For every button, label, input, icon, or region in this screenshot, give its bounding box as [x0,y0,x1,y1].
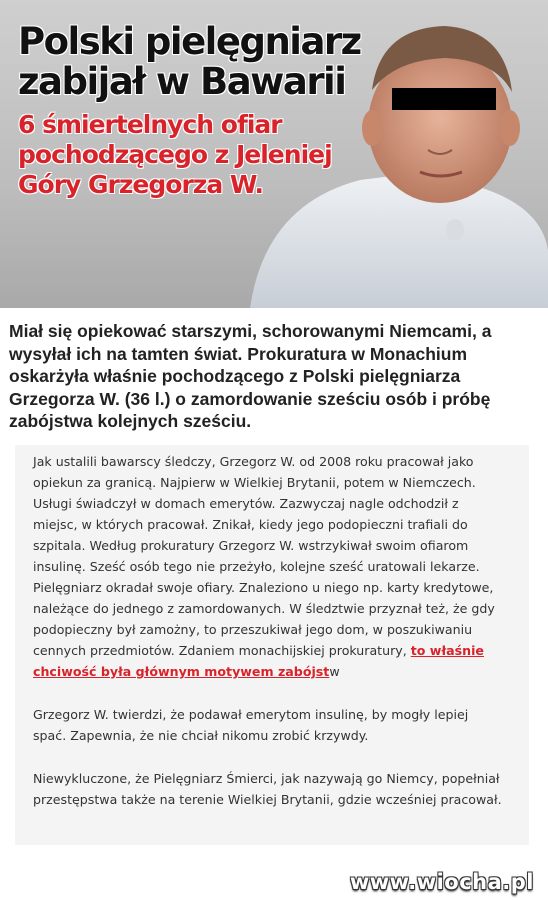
headline [18,22,361,200]
headline-subtitle-line: 6 śmiertelnych ofiar [18,110,282,139]
paragraph-text: Jak ustalili bawarscy śledczy, Grzegorz W. od 2008 roku pracował jako opiekun za granicą. Najpierw w Wielkiej Brytanii, potem w Niemczech. Usługi świadczył w domach emerytów. Zazwyczaj nagle odchodził z miejsc, w których pracował. Znikał, kiedy jego podopieczni trafiali do szpitala. Według prokuratury Grzegorz W. wstrzykiwał swoim ofiarom insulinę. Sześć osób tego nie przeżyło, kolejne sześć uratowali lekarze. Pielęgniarz okradał swoje ofiary. Znaleziono u niego np. karty kredytowe, należące do jednego z zamordowanych. W śledztwie przyznał też, że gdy podopieczny był zamożny, to przeszukiwał jego dom, w poszukiwaniu cennych przedmiotów. Zdaniem monachijskiej prokuratury, [33,454,495,658]
paragraph-text-tail: w [329,664,340,679]
headline-subtitle-line: Góry Grzegorza W. [18,170,263,199]
article-lead: Miał się opiekować starszymi, schorowanymi Niemcami, a wysyłał ich na tamten świat. Prokuratura w Monachium oskarżyła właśnie pochodzącego z Polski pielęgniarza Grzegorza W. (36 l.) o zamordowanie sześciu osób i próbę zabójstwa kolejnych sześciu. [9,321,492,431]
article-body [15,445,529,845]
censor-bar [392,88,496,110]
headline-title-line: zabijał w Bawarii [18,60,346,103]
article-paragraph: Niewykluczone, że Pielęgniarz Śmierci, jak nazywają go Niemcy, popełniał przestępstwa także na terenie Wielkiej Brytanii, gdzie wcześniej pracował. [33,771,502,807]
header-image [0,0,548,308]
article-paragraph: Grzegorz W. twierdzi, że podawał emerytom insulinę, by mogły lepiej spać. Zapewnia, że nie chciał nikomu zrobić krzywdy. [33,707,469,743]
site-watermark: www.wiocha.pl [349,870,534,894]
highlight-link[interactable]: to właśnie chciwość była głównym motywem zabójst [33,643,484,679]
headline-subtitle-line: pochodzącego z Jeleniej [18,140,332,169]
headline-title-line: Polski pielęgniarz [18,20,361,63]
headline-subtitle [18,110,361,200]
article-paragraph [33,451,503,682]
